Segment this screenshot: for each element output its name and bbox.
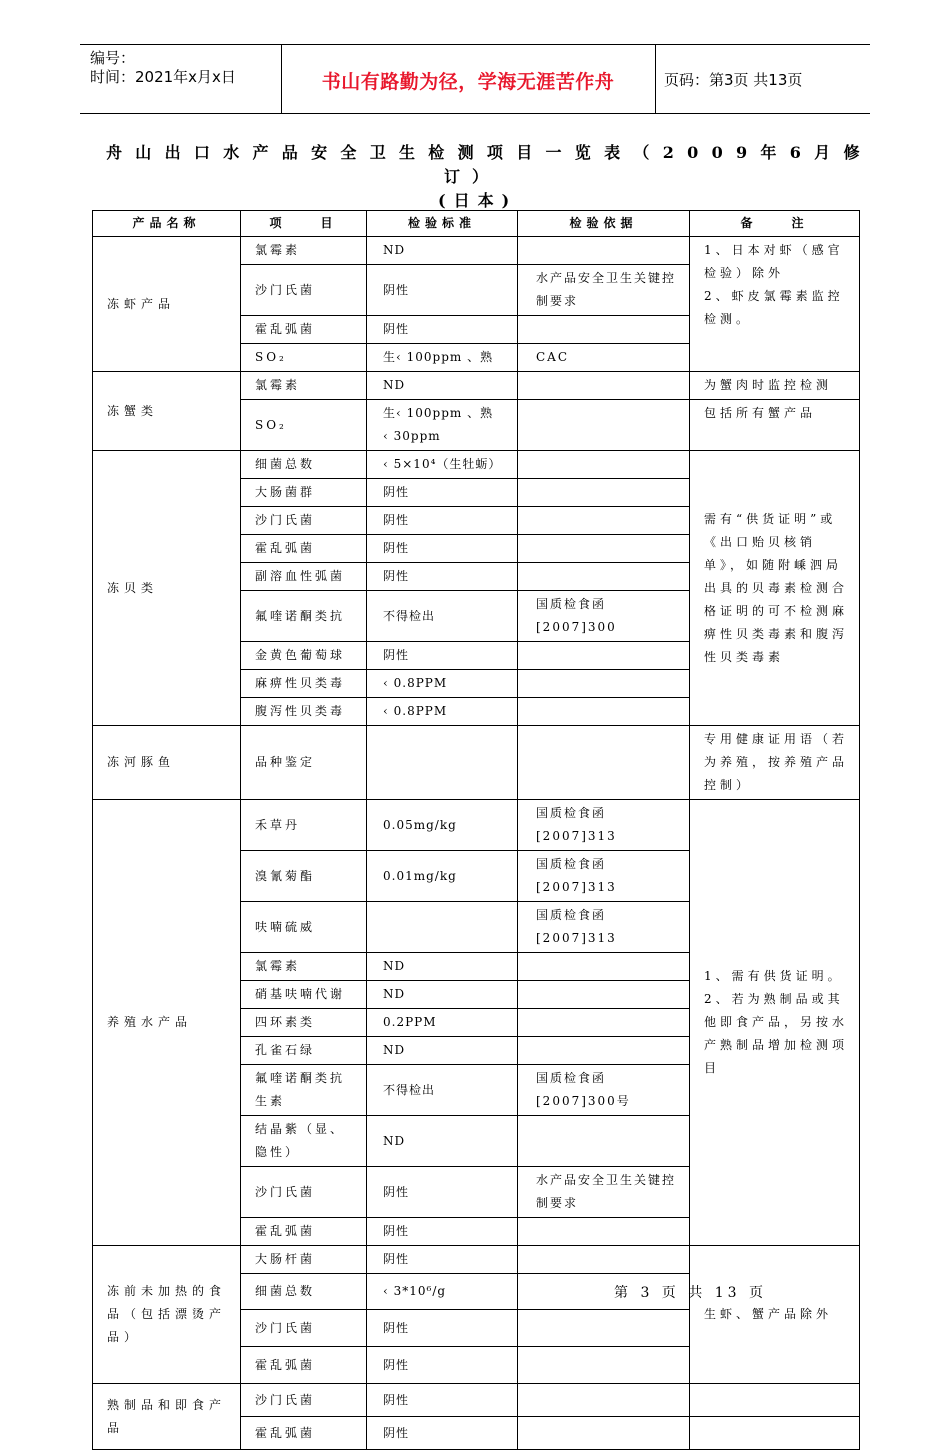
basis-cell bbox=[518, 1417, 690, 1450]
item-cell: 沙门氏菌 bbox=[241, 1310, 367, 1347]
basis-cell bbox=[518, 1218, 690, 1246]
basis-cell bbox=[518, 642, 690, 670]
item-cell: 大肠杆菌 bbox=[241, 1246, 367, 1274]
page-header bbox=[80, 44, 870, 114]
note-cell: 包括所有蟹产品 bbox=[690, 400, 860, 451]
basis-cell bbox=[518, 726, 690, 800]
standard-cell: 0.01mg/kg bbox=[367, 851, 518, 902]
item-cell: 溴氰菊酯 bbox=[241, 851, 367, 902]
item-cell: 结晶紫（显、隐性） bbox=[241, 1116, 367, 1167]
standard-cell: 阴性 bbox=[367, 265, 518, 316]
item-cell: 孔雀石绿 bbox=[241, 1037, 367, 1065]
standard-cell: ‹ 0.8PPM bbox=[367, 670, 518, 698]
item-cell: 腹泻性贝类毒 bbox=[241, 698, 367, 726]
basis-cell bbox=[518, 507, 690, 535]
basis-cell bbox=[518, 1347, 690, 1384]
basis-cell bbox=[518, 981, 690, 1009]
product-name-cell: 冻蟹类 bbox=[93, 372, 241, 451]
standard-cell: 阴性 bbox=[367, 507, 518, 535]
standard-cell bbox=[367, 902, 518, 953]
item-cell: 麻痹性贝类毒 bbox=[241, 670, 367, 698]
column-header-basis: 检验依据 bbox=[518, 211, 690, 237]
note-cell: 1、需有供货证明。 2、若为熟制品或其他即食产品，另按水产熟制品增加检测项目 bbox=[690, 800, 860, 1246]
basis-cell bbox=[518, 953, 690, 981]
basis-cell: 国质检食函[2007]313 bbox=[518, 902, 690, 953]
item-cell: 细菌总数 bbox=[241, 451, 367, 479]
standard-cell: 阴性 bbox=[367, 316, 518, 344]
item-cell: 副溶血性弧菌 bbox=[241, 563, 367, 591]
standard-cell: ND bbox=[367, 237, 518, 265]
item-cell: SO₂ bbox=[241, 400, 367, 451]
basis-cell bbox=[518, 1384, 690, 1417]
standard-cell: 生‹ 100ppm 、熟 ‹ 30ppm bbox=[367, 400, 518, 451]
basis-cell bbox=[518, 372, 690, 400]
item-cell: 大肠菌群 bbox=[241, 479, 367, 507]
standard-cell: 不得检出 bbox=[367, 591, 518, 642]
product-name-cell: 冻前未加热的食品（包括漂烫产品） bbox=[93, 1246, 241, 1384]
basis-cell bbox=[518, 237, 690, 265]
column-header-item: 项 目 bbox=[241, 211, 367, 237]
item-cell: 霍乱弧菌 bbox=[241, 535, 367, 563]
standard-cell: 阴性 bbox=[367, 1347, 518, 1384]
basis-cell bbox=[518, 400, 690, 451]
item-cell: 品种鉴定 bbox=[241, 726, 367, 800]
item-cell: 沙门氏菌 bbox=[241, 507, 367, 535]
standard-cell: 不得检出 bbox=[367, 1065, 518, 1116]
item-cell: 沙门氏菌 bbox=[241, 1384, 367, 1417]
basis-cell: 国质检食函[2007]300号 bbox=[518, 1065, 690, 1116]
document-title-continued: 订） bbox=[444, 167, 501, 186]
note-cell bbox=[690, 1417, 860, 1450]
note-cell: 为蟹肉时监控检测 bbox=[690, 372, 860, 400]
document-number: 编号： bbox=[90, 49, 136, 67]
item-cell: 沙门氏菌 bbox=[241, 265, 367, 316]
basis-cell bbox=[518, 1310, 690, 1347]
basis-cell: 国质检食函[2007]313 bbox=[518, 800, 690, 851]
item-cell: 氯霉素 bbox=[241, 372, 367, 400]
basis-cell bbox=[518, 1116, 690, 1167]
note-cell: 专用健康证用语（若为养殖，按养殖产品控制） bbox=[690, 726, 860, 800]
item-cell: 氯霉素 bbox=[241, 953, 367, 981]
standard-cell: 阴性 bbox=[367, 642, 518, 670]
item-cell: 呋喃硫威 bbox=[241, 902, 367, 953]
standard-cell: ND bbox=[367, 981, 518, 1009]
item-cell: 沙门氏菌 bbox=[241, 1167, 367, 1218]
item-cell: 四环素类 bbox=[241, 1009, 367, 1037]
standard-cell: 阴性 bbox=[367, 479, 518, 507]
note-cell: 1、日本对虾（感官检验）除外 2、虾皮氯霉素监控检测。 bbox=[690, 237, 860, 372]
basis-cell bbox=[518, 1009, 690, 1037]
table-row bbox=[93, 1246, 860, 1274]
standard-cell: ND bbox=[367, 953, 518, 981]
item-cell: 金黄色葡萄球 bbox=[241, 642, 367, 670]
standard-cell: ‹ 0.8PPM bbox=[367, 698, 518, 726]
standard-cell: 阴性 bbox=[367, 1417, 518, 1450]
item-cell: 霍乱弧菌 bbox=[241, 1347, 367, 1384]
product-name-cell: 冻虾产品 bbox=[93, 237, 241, 372]
standard-cell: 0.2PPM bbox=[367, 1009, 518, 1037]
item-cell: SO₂ bbox=[241, 344, 367, 372]
basis-cell bbox=[518, 479, 690, 507]
product-name-cell: 冻贝类 bbox=[93, 451, 241, 726]
basis-cell bbox=[518, 563, 690, 591]
note-cell: 需有“供货证明”或《出口贻贝核销单》，如随附嵊泗局出具的贝毒素检测合格证明的可不检测麻痹性贝类毒素和腹泻性贝类毒素 bbox=[690, 451, 860, 726]
basis-cell: CAC bbox=[518, 344, 690, 372]
standard-cell: 阴性 bbox=[367, 1218, 518, 1246]
table-row bbox=[93, 726, 860, 800]
table-row bbox=[93, 1384, 860, 1417]
basis-cell bbox=[518, 451, 690, 479]
standard-cell: ‹ 5×10⁴（生牡蛎） bbox=[367, 451, 518, 479]
page-footer: 第 3 页 共 13 页 bbox=[614, 1285, 767, 1301]
note-cell bbox=[690, 1384, 860, 1417]
basis-cell bbox=[518, 698, 690, 726]
standard-cell: ND bbox=[367, 372, 518, 400]
standard-cell: ND bbox=[367, 1037, 518, 1065]
basis-cell bbox=[518, 1246, 690, 1274]
header-page-number: 页码：第3页 共13页 bbox=[664, 71, 803, 89]
standard-cell: 0.05mg/kg bbox=[367, 800, 518, 851]
header-slogan: 书山有路勤为径，学海无涯苦作舟 bbox=[321, 71, 615, 93]
table-row bbox=[93, 237, 860, 265]
column-header-note: 备 注 bbox=[690, 211, 860, 237]
item-cell: 禾草丹 bbox=[241, 800, 367, 851]
basis-cell: 国质检食函[2007]300 bbox=[518, 591, 690, 642]
standard-cell: 阴性 bbox=[367, 1246, 518, 1274]
header-meta bbox=[90, 49, 236, 87]
item-cell: 霍乱弧菌 bbox=[241, 1417, 367, 1450]
header-divider bbox=[655, 45, 656, 113]
standard-cell: 阴性 bbox=[367, 563, 518, 591]
basis-cell: 水产品安全卫生关键控制要求 bbox=[518, 265, 690, 316]
item-cell: 氟喹诺酮类抗 bbox=[241, 591, 367, 642]
table-row bbox=[93, 372, 860, 400]
standard-cell: 阴性 bbox=[367, 1310, 518, 1347]
standard-cell: ND bbox=[367, 1116, 518, 1167]
column-header-product: 产品名称 bbox=[93, 211, 241, 237]
item-cell: 细菌总数 bbox=[241, 1274, 367, 1310]
product-name-cell: 冻河豚鱼 bbox=[93, 726, 241, 800]
standard-cell: 阴性 bbox=[367, 1384, 518, 1417]
table-body bbox=[93, 237, 860, 1450]
document-time: 时间：2021年x月x日 bbox=[90, 68, 236, 86]
table-row bbox=[93, 800, 860, 851]
basis-cell bbox=[518, 535, 690, 563]
standard-cell: 生‹ 100ppm 、熟 bbox=[367, 344, 518, 372]
product-name-cell: 熟制品和即食产品 bbox=[93, 1384, 241, 1450]
standard-cell: ‹ 3*10⁶/g bbox=[367, 1274, 518, 1310]
inspection-table bbox=[92, 210, 860, 1450]
standard-cell bbox=[367, 726, 518, 800]
column-header-standard: 检验标准 bbox=[367, 211, 518, 237]
item-cell: 氟喹诺酮类抗生素 bbox=[241, 1065, 367, 1116]
standard-cell: 阴性 bbox=[367, 535, 518, 563]
item-cell: 硝基呋喃代谢 bbox=[241, 981, 367, 1009]
item-cell: 霍乱弧菌 bbox=[241, 1218, 367, 1246]
standard-cell: 阴性 bbox=[367, 1167, 518, 1218]
note-cell: 生虾、蟹产品除外 bbox=[690, 1246, 860, 1384]
basis-cell: 国质检食函[2007]313 bbox=[518, 851, 690, 902]
basis-cell bbox=[518, 670, 690, 698]
basis-cell: 水产品安全卫生关键控制要求 bbox=[518, 1167, 690, 1218]
item-cell: 氯霉素 bbox=[241, 237, 367, 265]
item-cell: 霍乱弧菌 bbox=[241, 316, 367, 344]
basis-cell bbox=[518, 1037, 690, 1065]
table-header-row bbox=[93, 211, 860, 237]
document-subtitle: (日本) bbox=[438, 191, 518, 210]
document-title: 舟山出口水产品安全卫生检测项目一览表（2009年6月修 bbox=[106, 143, 873, 162]
product-name-cell: 养殖水产品 bbox=[93, 800, 241, 1246]
table-row bbox=[93, 451, 860, 479]
basis-cell bbox=[518, 316, 690, 344]
